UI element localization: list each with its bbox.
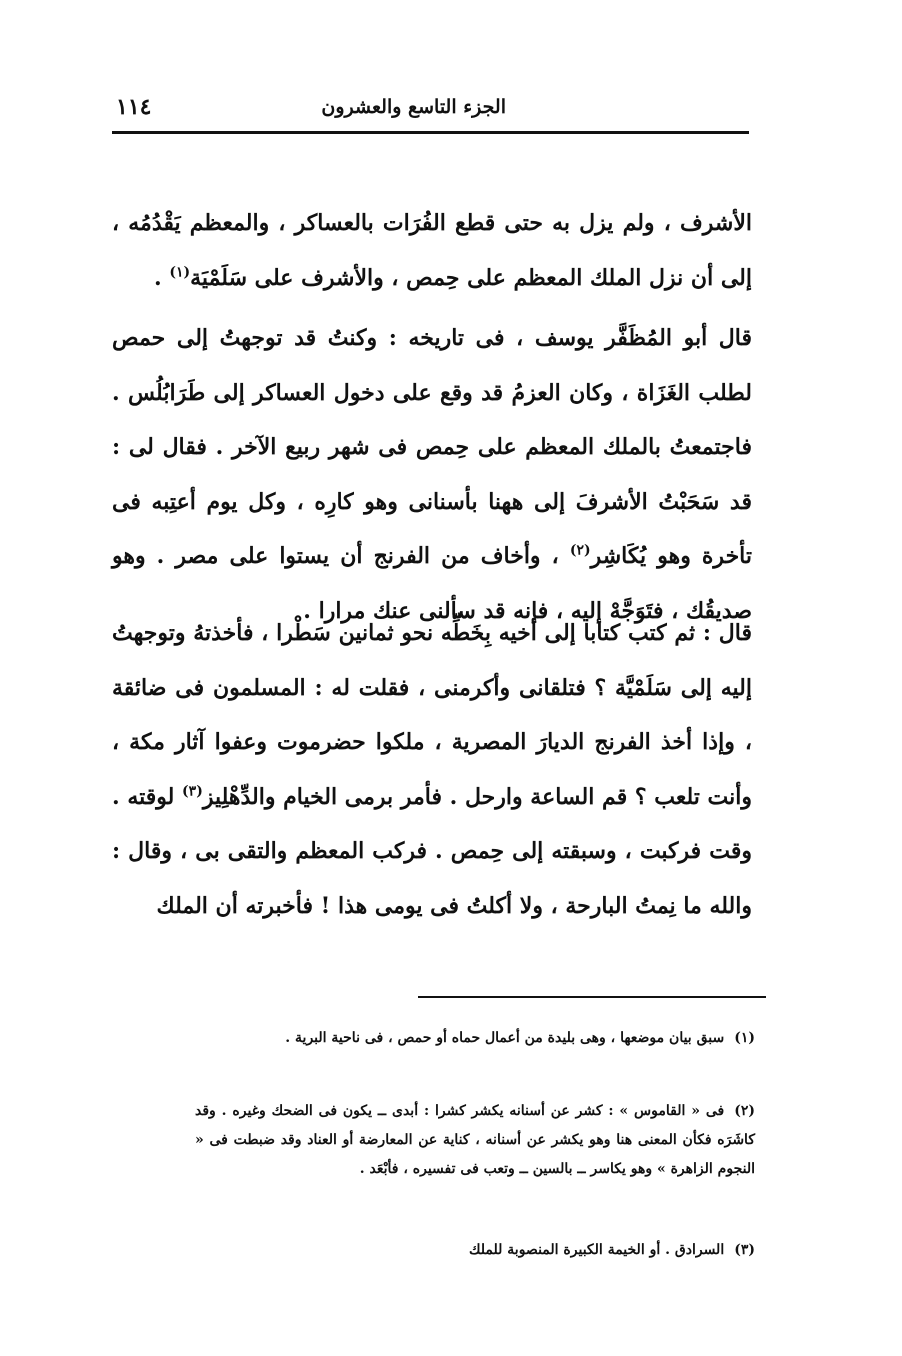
page-number: ١١٤: [116, 94, 152, 120]
footnote-2-number: (٢): [734, 1103, 755, 1119]
footnote-1-text: سبق بيان موضعها ، وهى بليدة من أعمال حماه أو حمص ، فى ناحية البرية .: [285, 1030, 725, 1046]
paragraph-3: [112, 606, 780, 933]
footnote-2: [195, 1097, 755, 1184]
paragraph-3-text-a: قال : ثم كتب كتابا إلى أخيه بِخَطِّه نحو ثمانين سَطْرا ، فأخذتهُ وتوجهتُ إليه إلى سَلَمْيَّة ؟ فتلقانى وأكرمنى ، فقلت له : المسلمون فى ضائقة ، وإذا أخذ الفرنج الديارَ المصرية ، ملكوا حضرموت وعفوا آثار مكة ، وأنت تلعب ؟ قم الساعة وارحل . فأمر برمى الخيام والدِّهْلِيز: [112, 620, 752, 810]
footnote-1: [195, 1024, 755, 1053]
running-title: الجزء التاسع والعشرون: [321, 96, 506, 118]
footnote-ref-2: (٢): [569, 542, 591, 559]
paragraph-2: [112, 311, 780, 638]
header-rule: [112, 131, 749, 134]
footnote-3-number: (٣): [734, 1242, 755, 1258]
paragraph-1: [112, 196, 752, 305]
footnote-ref-1: (١): [169, 264, 191, 281]
footnote-1-number: (١): [734, 1030, 755, 1046]
footnote-3-text: السرادق . أو الخيمة الكبيرة المنصوبة للملك: [469, 1242, 725, 1258]
footnote-ref-3: (٣): [182, 783, 203, 800]
paragraph-1-text: الأشرف ، ولم يزل به حتى قطع الفُرَات بالعساكر ، والمعظم يَقْدُمُه ، إلى أن نزل الملك المعظم على حِمص ، والأشرف على سَلَمْيَة: [112, 210, 752, 291]
footnote-3: [195, 1236, 755, 1265]
paragraph-2-text-a: قال أبو المُظَفَّر يوسف ، فى تاريخه : وكنتُ قد توجهتُ إلى حمص لطلب الغَزَاة ، وكان العزمُ قد وقع على دخول العساكر إلى طَرَابُلُس . فاجتمعتُ بالملك المعظم على حِمص فى شهر ربيع الآخر . فقال لى : قد سَحَبْتُ الأشرفَ إلى ههنا بأسنانى وهو كارِه ، وكل يوم أعتِبه فى تأخرة وهو يُكَاشِر: [112, 325, 752, 569]
paragraph-3-text-b: لوقته . وقت فركبت ، وسبقته إلى حِمص . فركب المعظم والتقى بى ، وقال : والله ما نِمتُ البارحة ، ولا أكلتُ فى يومى هذا ! فأخبرته أن الملك: [112, 783, 752, 919]
page-header: [112, 92, 752, 126]
paragraph-1-end: .: [154, 264, 170, 291]
paragraph-2-text-b: ، وأخاف من الفرنج أن يستوا على مصر . وهو صديقُك ، فتَوَجَّهْ إليه ، فإنه قد سألنى عنك مرارا .: [112, 543, 752, 624]
footnote-2-text: فى « القاموس » : كشر عن أسنانه يكشر كشرا : أبدى ــ يكون فى الضحك وغيره . وقد كاشَرَه فكأن المعنى هنا وهو يكشر عن أسنانه ، كناية عن المعارضة أو العناد وقد ضبطت فى « النجوم الزاهرة » وهو يكاسر ــ بالسين ــ وتعب فى تفسيره ، فأبْعَد .: [195, 1103, 755, 1177]
footnote-rule: [418, 996, 766, 998]
